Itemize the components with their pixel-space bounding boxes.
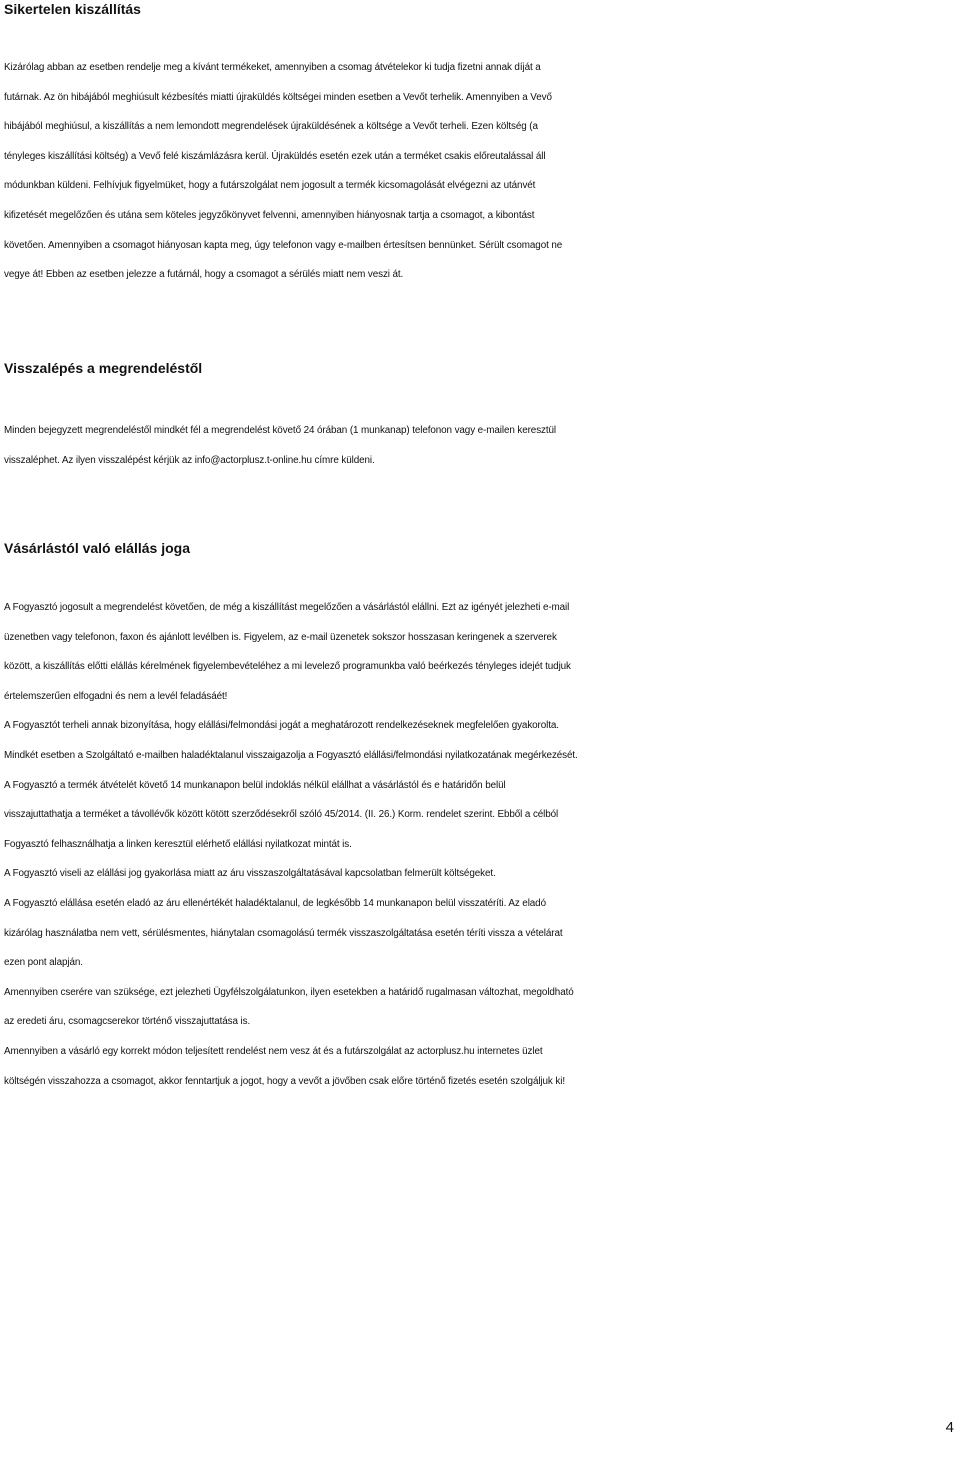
- paragraph-line: Amennyiben a vásárló egy korrekt módon teljesített rendelést nem vesz át és a futárszolgálat az actorplusz.hu internetes üzlet: [4, 1045, 543, 1057]
- paragraph-line: A Fogyasztó elállása esetén eladó az áru ellenértékét haladéktalanul, de legkésőbb 14 munkanapon belül visszatéríti. Az eladó: [4, 897, 546, 909]
- paragraph-line: kifizetését megelőzően és utána sem köteles jegyzőkönyvet felvenni, amennyiben hiányosnak tartja a csomagot, a kibontást: [4, 209, 535, 221]
- section-heading-visszalepes: Visszalépés a megrendeléstől: [4, 360, 203, 376]
- section-heading-sikertelen-kiszallitas: Sikertelen kiszállítás: [4, 1, 141, 17]
- paragraph-line: visszaléphet. Az ilyen visszalépést kérjük az info@actorplusz.t-online.hu címre küldeni.: [4, 454, 375, 466]
- page-number: 4: [945, 1419, 954, 1436]
- paragraph-line: módunkban küldeni. Felhívjuk figyelmüket, hogy a futárszolgálat nem jogosult a termék kicsomagolását elvégezni az utánvét: [4, 180, 536, 192]
- paragraph-line: ezen pont alapján.: [4, 957, 83, 969]
- paragraph-line: Kizárólag abban az esetben rendelje meg a kívánt termékeket, amennyiben a csomag átvételekor ki tudja fizetni annak díját a: [4, 62, 541, 73]
- paragraph-line: költségén visszahozza a csomagot, akkor fenntartjuk a jogot, hogy a vevőt a jövőben csak előre történő fizetés esetén szolgáljuk ki!: [4, 1075, 565, 1087]
- paragraph-line: Fogyasztó felhasználhatja a linken keresztül elérhető elállási nyilatkozat mintát is.: [4, 838, 352, 850]
- paragraph-line: A Fogyasztó a termék átvételét követő 14 munkanapon belül indoklás nélkül elállhat a vásárlástól és e határidőn belül: [4, 779, 506, 791]
- paragraph-line: futárnak. Az ön hibájából meghiúsult kézbesítés miatti újraküldés költségei minden esetben a Vevőt terhelik. Amennyiben a Vevő: [4, 91, 552, 103]
- paragraph-line: az eredeti áru, csomagcserekor történő visszajuttatása is.: [4, 1016, 251, 1028]
- paragraph-sikertelen-kiszallitas: [4, 53, 956, 290]
- paragraph-line: visszajuttathatja a terméket a távollévők között kötött szerződésekről szóló 45/2014. (II. 26.) Korm. rendelet szerint. Ebből a célból: [4, 809, 559, 821]
- paragraph-visszalepes: [4, 416, 956, 475]
- paragraph-line: Minden bejegyzett megrendeléstől mindkét fél a megrendelést követő 24 órában (1 munkanap) telefonon vagy e-mailen keresztül: [4, 425, 556, 436]
- paragraph-line: A Fogyasztó jogosult a megrendelést követően, de még a kiszállítást megelőzően a vásárlástól elállni. Ezt az igényét jelezheti e-mail: [4, 602, 570, 613]
- paragraph-line: üzenetben vagy telefonon, faxon és ajánlott levélben is. Figyelem, az e-mail üzenetek sokszor hosszasan keringenek a szerverek: [4, 631, 557, 643]
- paragraph-line: Mindkét esetben a Szolgáltató e-mailben haladéktalanul visszaigazolja a Fogyasztó elállási/felmondási nyilatkozatának megérkezését.: [4, 749, 578, 761]
- paragraph-line: tényleges kiszállítási költség) a Vevő felé kiszámlázásra kerül. Újraküldés esetén ezek után a terméket csakis előreutalással áll: [4, 150, 546, 162]
- paragraph-line: Amennyiben cserére van szüksége, ezt jelezheti Ügyfélszolgálatunkon, ilyen esetekben a határidő rugalmasan változhat, megoldható: [4, 986, 574, 998]
- section-heading-elallas-joga: Vásárlástól való elállás joga: [4, 540, 190, 556]
- paragraph-line: kizárólag használatba nem vett, sérülésmentes, hiánytalan csomagolású termék visszaszolgáltatása esetén téríti vissza a vételárat: [4, 927, 563, 939]
- paragraph-line: hibájából meghiúsul, a kiszállítás a nem lemondott megrendelések újraküldésének a költsége a Vevőt terheli. Ezen költség (a: [4, 121, 538, 133]
- paragraph-line: értelemszerűen elfogadni és nem a levél feladásáét!: [4, 690, 228, 702]
- paragraph-line: között, a kiszállítás előtti elállás kérelmének figyelembevételéhez a mi levelező programunkba való beérkezés tényleges idejét tudjuk: [4, 661, 571, 673]
- paragraph-line: A Fogyasztót terheli annak bizonyítása, hogy elállási/felmondási jogát a meghatározott rendelkezéseknek megfelelően gyakorolta.: [4, 720, 559, 732]
- paragraph-line: A Fogyasztó viseli az elállási jog gyakorlása miatt az áru visszaszolgáltatásával kapcsolatban felmerült költségeket.: [4, 868, 496, 880]
- paragraph-line: vegye át! Ebben az esetben jelezze a futárnál, hogy a csomagot a sérülés miatt nem veszi át.: [4, 269, 404, 281]
- paragraph-line: követően. Amennyiben a csomagot hiányosan kapta meg, úgy telefonon vagy e-mailben értesítsen bennünket. Sérült csomagot ne: [4, 239, 563, 251]
- paragraph-elallas-joga: [4, 593, 956, 1096]
